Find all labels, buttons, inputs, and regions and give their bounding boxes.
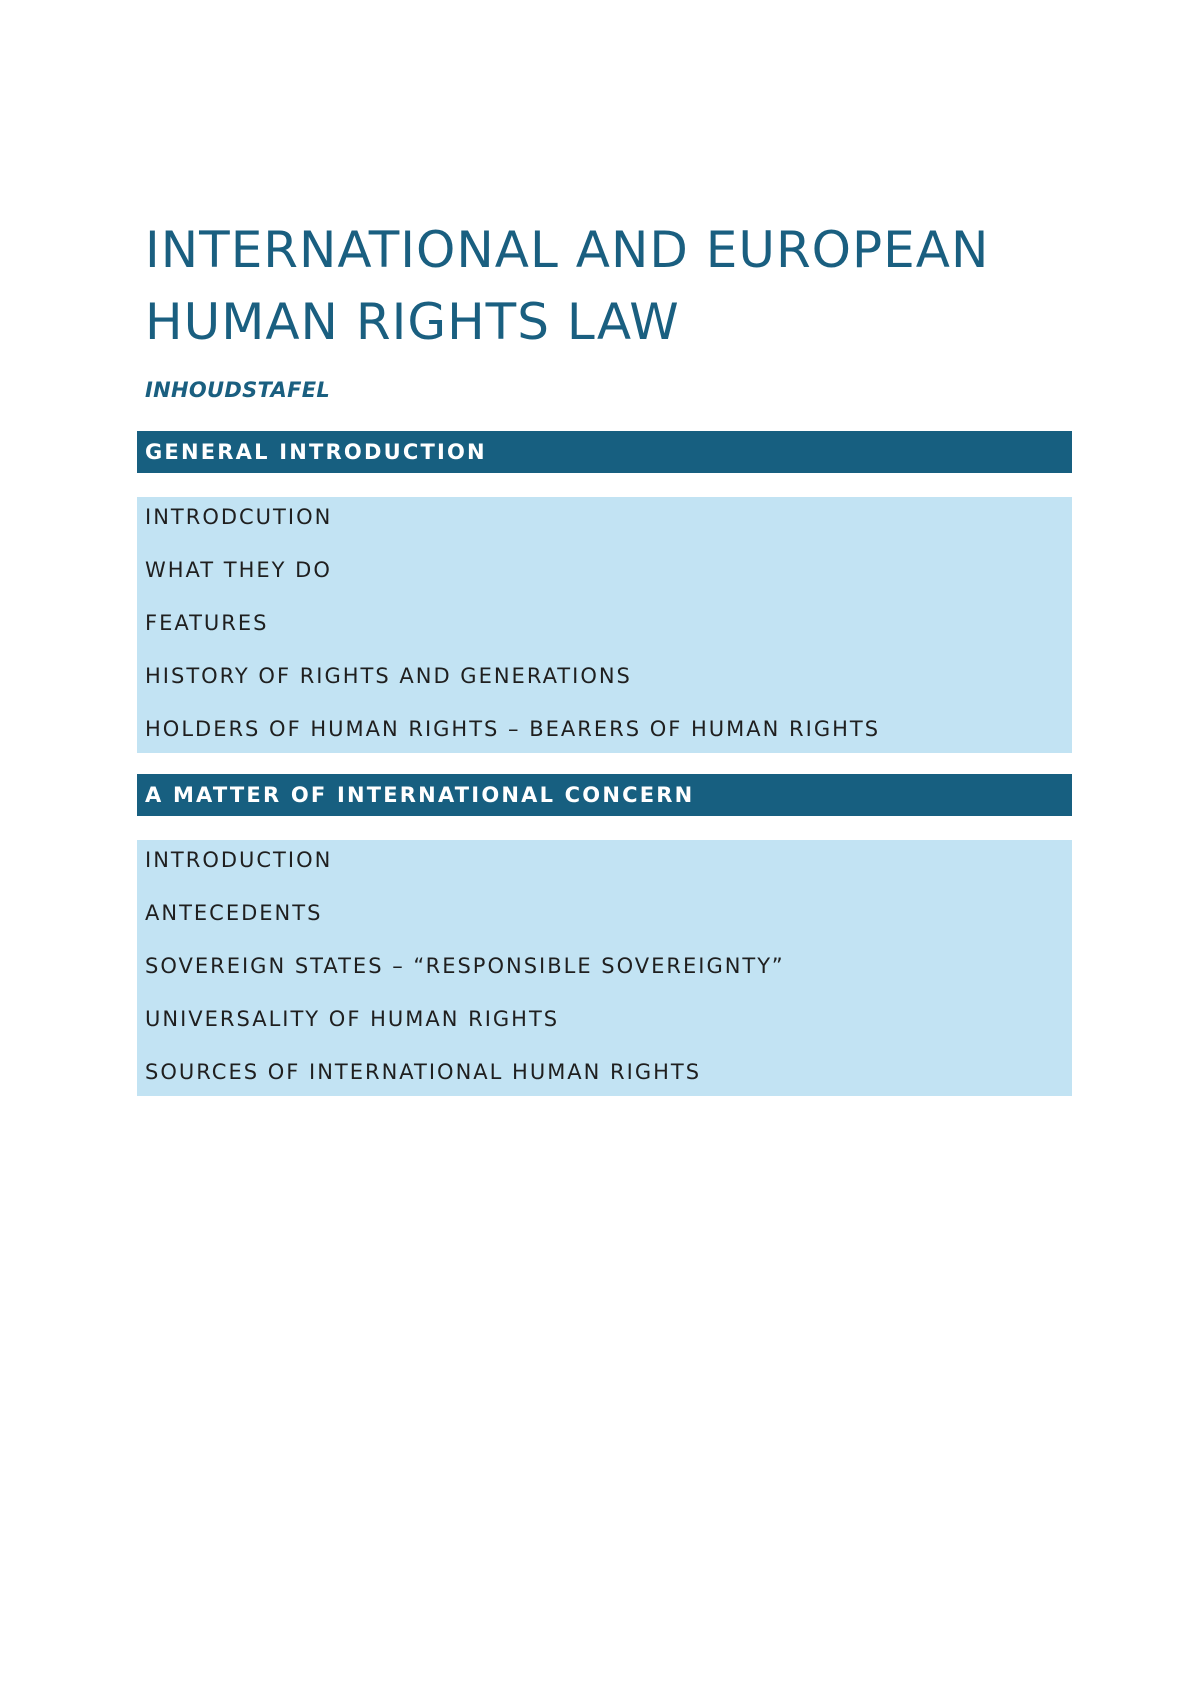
toc-section-heading-general-introduction[interactable] — [137, 431, 1072, 473]
toc-section-heading-international-concern[interactable] — [137, 774, 1072, 816]
toc-entry[interactable]: HOLDERS OF HUMAN RIGHTS – BEARERS OF HUMAN RIGHTS — [145, 717, 881, 741]
toc-section-heading-label: GENERAL INTRODUCTION — [145, 440, 487, 464]
toc-heading: INHOUDSTAFEL — [145, 378, 331, 402]
toc-section-list-general-introduction — [137, 497, 1072, 753]
toc-entry[interactable]: HISTORY OF RIGHTS AND GENERATIONS — [145, 664, 632, 688]
toc-entry[interactable]: INTRODUCTION — [145, 848, 333, 872]
document-title — [145, 214, 1075, 358]
document-title-line-1: INTERNATIONAL AND EUROPEAN — [145, 221, 990, 279]
toc-entry[interactable]: SOURCES OF INTERNATIONAL HUMAN RIGHTS — [145, 1060, 702, 1084]
toc-entry[interactable]: ANTECEDENTS — [145, 901, 323, 925]
document-title-line-2: HUMAN RIGHTS LAW — [145, 293, 680, 351]
toc-entry[interactable]: WHAT THEY DO — [145, 558, 332, 582]
toc-entry[interactable]: FEATURES — [145, 611, 269, 635]
toc-entry[interactable]: SOVEREIGN STATES – “RESPONSIBLE SOVEREIGNTY” — [145, 954, 785, 978]
toc-section-list-international-concern — [137, 840, 1072, 1096]
toc-entry[interactable]: UNIVERSALITY OF HUMAN RIGHTS — [145, 1007, 560, 1031]
toc-section-heading-label: A MATTER OF INTERNATIONAL CONCERN — [145, 783, 695, 807]
toc-entry[interactable]: INTRODCUTION — [145, 505, 333, 529]
